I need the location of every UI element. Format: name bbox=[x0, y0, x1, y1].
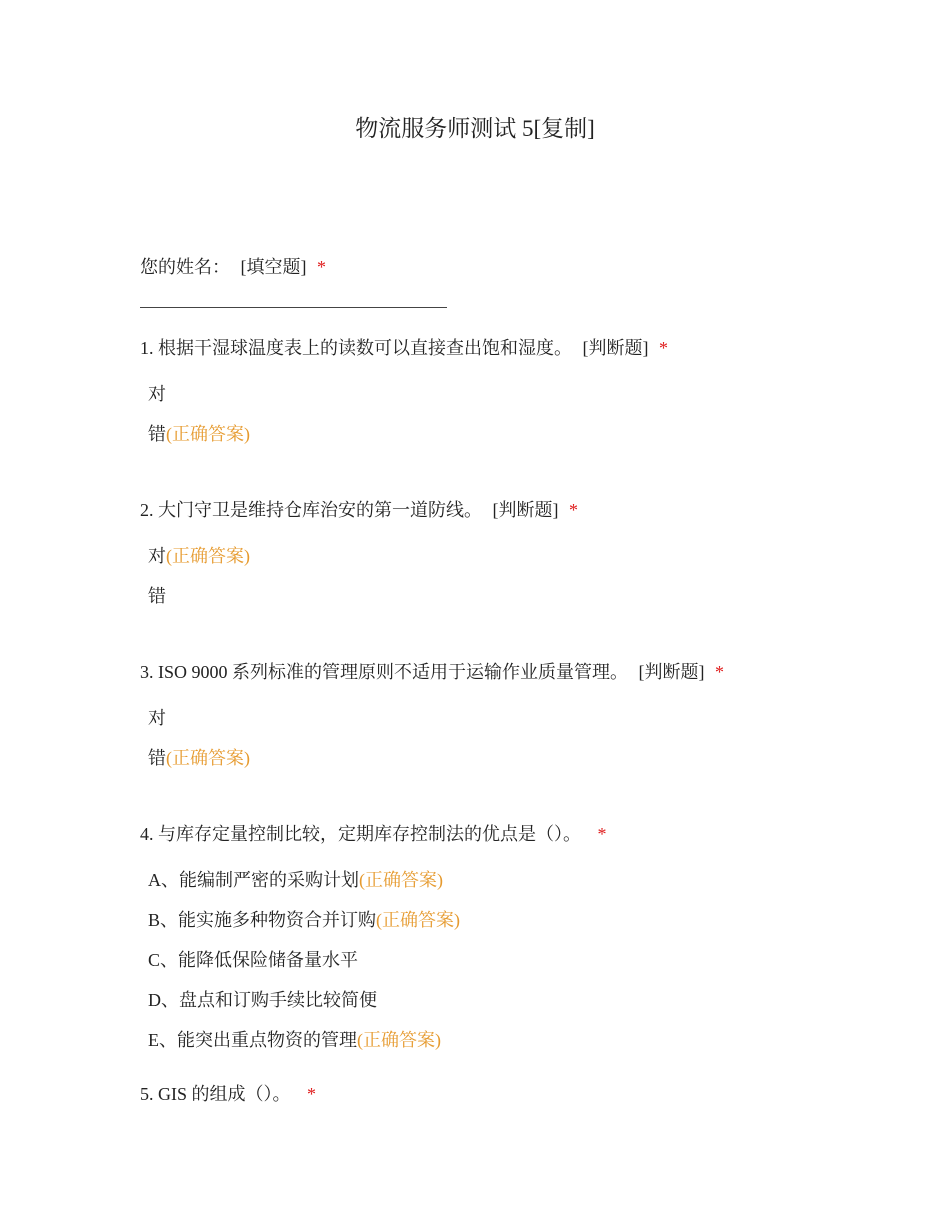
page-title: 物流服务师测试 5[复制] bbox=[355, 116, 595, 141]
question-1-option-2[interactable] bbox=[148, 420, 250, 446]
question-type: [判断题] bbox=[638, 662, 705, 682]
question-text: 大门守卫是维持仓库治安的第一道防线。 bbox=[158, 500, 482, 520]
question-4-option-e[interactable] bbox=[148, 1026, 441, 1052]
question-1 bbox=[140, 334, 668, 360]
option-label: D、盘点和订购手续比较简便 bbox=[148, 990, 377, 1010]
question-4-option-c[interactable] bbox=[148, 946, 358, 972]
name-question-type: [填空题] bbox=[240, 257, 307, 277]
question-4-option-b[interactable] bbox=[148, 906, 460, 932]
question-3-option-1[interactable] bbox=[148, 704, 166, 730]
question-number: 1. bbox=[140, 338, 154, 358]
question-text: 根据干湿球温度表上的读数可以直接查出饱和湿度。 bbox=[158, 338, 572, 358]
question-1-option-1[interactable] bbox=[148, 380, 166, 406]
question-number: 5. bbox=[140, 1084, 154, 1104]
required-mark: * bbox=[307, 1084, 317, 1104]
correct-answer-tag: (正确答案) bbox=[166, 546, 250, 566]
required-mark: * bbox=[317, 257, 326, 277]
option-label: A、能编制严密的采购计划 bbox=[148, 870, 359, 890]
question-number: 3. bbox=[140, 662, 154, 682]
question-type: [判断题] bbox=[492, 500, 559, 520]
name-question bbox=[140, 253, 326, 279]
required-mark: * bbox=[597, 824, 607, 844]
option-label: E、能突出重点物资的管理 bbox=[148, 1030, 357, 1050]
question-2-option-2[interactable] bbox=[148, 582, 166, 608]
name-label: 您的姓名： bbox=[140, 257, 230, 277]
question-2-option-1[interactable] bbox=[148, 542, 250, 568]
question-4 bbox=[140, 820, 607, 846]
option-label: 对 bbox=[148, 384, 166, 404]
question-2 bbox=[140, 496, 578, 522]
correct-answer-tag: (正确答案) bbox=[359, 870, 443, 890]
option-label: 错 bbox=[148, 748, 166, 768]
option-label: 对 bbox=[148, 546, 166, 566]
name-answer-blank[interactable] bbox=[140, 307, 447, 308]
option-label: 错 bbox=[148, 586, 166, 606]
correct-answer-tag: (正确答案) bbox=[166, 424, 250, 444]
question-text: ISO 9000 系列标准的管理原则不适用于运输作业质量管理。 bbox=[158, 662, 629, 682]
option-label: 对 bbox=[148, 708, 166, 728]
question-text: 与库存定量控制比较，定期库存控制法的优点是（）。 bbox=[158, 824, 581, 844]
option-label: B、能实施多种物资合并订购 bbox=[148, 910, 377, 930]
question-4-option-a[interactable] bbox=[148, 866, 443, 892]
option-label: 错 bbox=[148, 424, 166, 444]
required-mark: * bbox=[569, 500, 578, 520]
question-5 bbox=[140, 1080, 316, 1106]
required-mark: * bbox=[659, 338, 668, 358]
correct-answer-tag: (正确答案) bbox=[357, 1030, 441, 1050]
question-number: 4. bbox=[140, 824, 154, 844]
question-type: [判断题] bbox=[582, 338, 649, 358]
option-label: C、能降低保险储备量水平 bbox=[148, 950, 359, 970]
required-mark: * bbox=[715, 662, 725, 682]
question-3-option-2[interactable] bbox=[148, 744, 250, 770]
question-number: 2. bbox=[140, 500, 154, 520]
question-3 bbox=[140, 658, 724, 684]
correct-answer-tag: (正确答案) bbox=[376, 910, 461, 930]
correct-answer-tag: (正确答案) bbox=[166, 748, 250, 768]
question-4-option-d[interactable] bbox=[148, 986, 377, 1012]
question-text: GIS 的组成（）。 bbox=[158, 1084, 291, 1104]
